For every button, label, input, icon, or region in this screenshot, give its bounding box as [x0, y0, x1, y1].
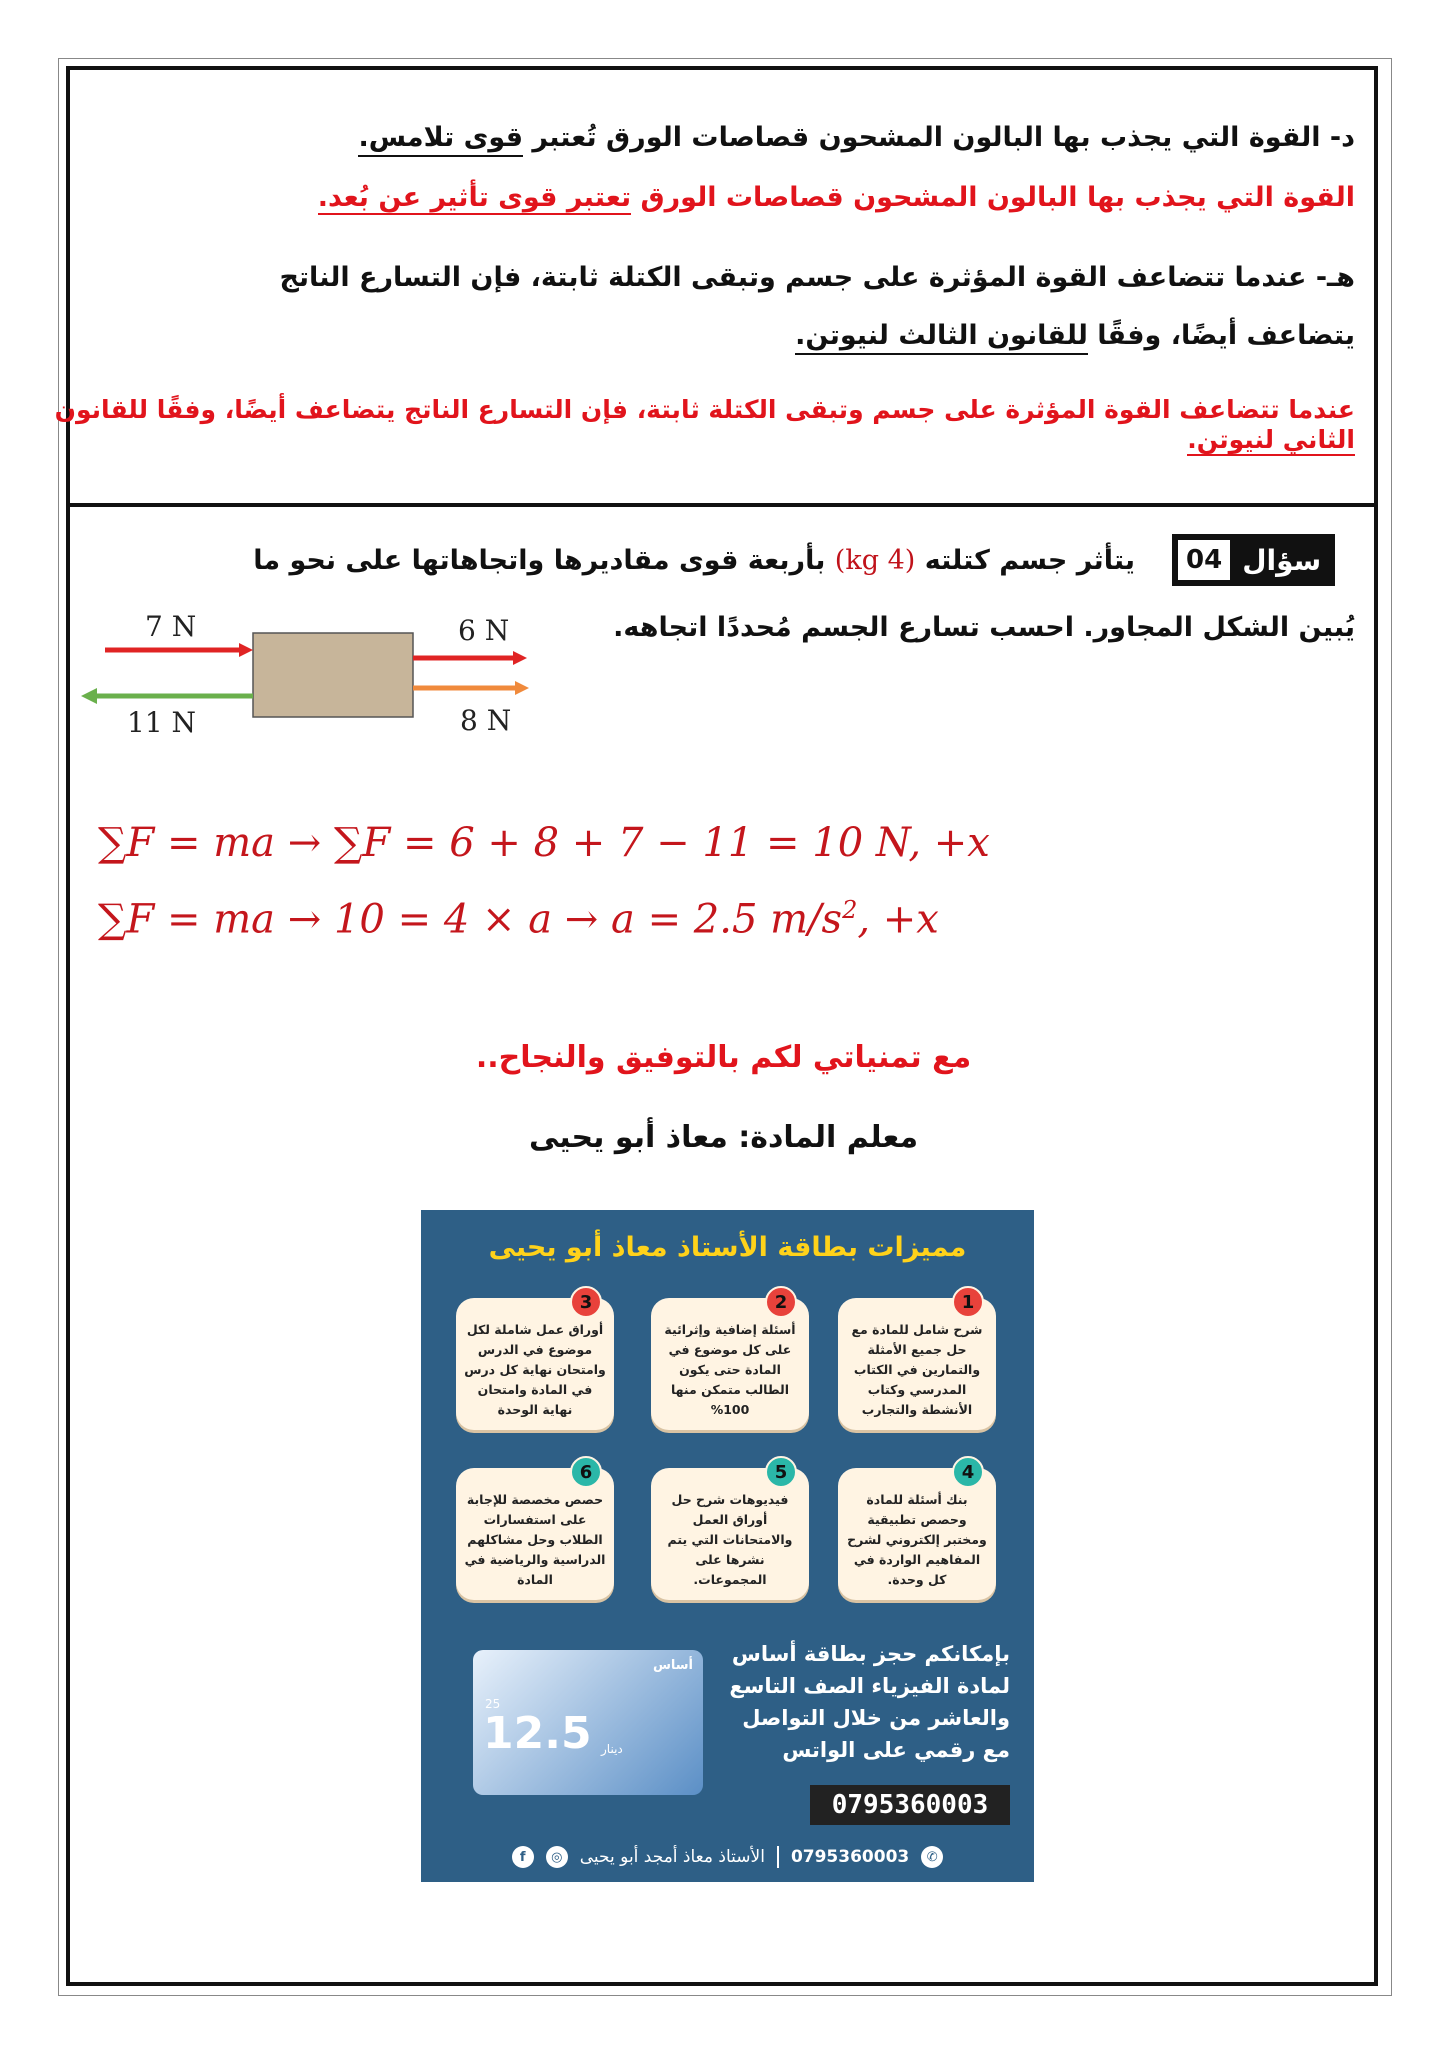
teacher-signature: معلم المادة: معاذ أبو يحيى: [528, 1120, 919, 1155]
label-7n: 7 N: [145, 610, 197, 643]
feature-text-2: أسئلة إضافية وإثرائية على كل موضوع في المادة حتى يكون الطالب متمكن منها 100%: [664, 1322, 796, 1417]
part-e-line1: هـ- عندما تتضاعف القوة المؤثرة على جسم وتبقى الكتلة ثابتة، فإن التسارع الناتج: [279, 262, 1355, 293]
feature-text-5: فيديوهات شرح حل أوراق العمل والامتحانات التي يتم نشرها على المجموعات.: [667, 1492, 793, 1587]
object-box: [253, 633, 413, 717]
part-d-answer: القوة التي يجذب بها البالون المشحون قصاصات الورق تعتبر قوى تأثير عن بُعد.: [317, 182, 1355, 213]
feature-text-1: شرح شامل للمادة مع حل جميع الأمثلة والتمارين في الكتاب المدرسي وكتاب الأنشطة والتجارب: [851, 1322, 983, 1417]
label-8n: 8 N: [460, 704, 512, 737]
feature-text-6: حصص مخصصة للإجابة على استفسارات الطلاب وحل مشاكلهم الدراسية والرياضية في المادة: [464, 1492, 606, 1587]
force-arrowhead-11n: [81, 688, 97, 704]
feature-number-2: 2: [765, 1286, 797, 1318]
facebook-icon[interactable]: f: [512, 1846, 534, 1868]
part-e-line2: يتضاعف أيضًا، وفقًا للقانون الثالث لنيوتن.: [795, 320, 1355, 351]
asas-brand: أساس: [652, 1658, 693, 1673]
solution-line1: ∑F = ma → ∑F = 6 + 8 + 7 − 11 = 10 N, +x: [98, 820, 990, 866]
force-arrowhead-7n: [239, 643, 253, 657]
card-footer: [421, 1846, 1034, 1868]
whatsapp-icon[interactable]: ✆: [921, 1846, 943, 1868]
question-text-line2: يُبين الشكل المجاور. احسب تسارع الجسم مُحددًا اتجاهه.: [613, 612, 1355, 643]
question-text-line1: يتأثر جسم كتلته (4 kg) بأربعة قوى مقاديرها واتجاهاتها على نحو ما: [253, 545, 1135, 576]
card-title: مميزات بطاقة الأستاذ معاذ أبو يحيى: [488, 1232, 967, 1263]
feature-card-5: [651, 1461, 809, 1600]
feature-number-5: 5: [765, 1456, 797, 1488]
force-diagram: [75, 600, 545, 750]
feature-number-1: 1: [952, 1286, 984, 1318]
feature-number-3: 3: [570, 1286, 602, 1318]
question-badge: [1172, 534, 1335, 586]
footer-separator: [777, 1846, 779, 1868]
mass-value: (4 kg): [834, 545, 916, 576]
feature-card-6: [456, 1461, 614, 1600]
feature-card-4: [838, 1461, 996, 1600]
label-6n: 6 N: [458, 614, 510, 647]
old-price: 25: [485, 1697, 501, 1711]
booking-promo: بإمكانكم حجز بطاقة أساس لمادة الفيزياء الصف التاسع والعاشر من خلال التواصل مع رقمي على الواتس: [729, 1642, 1010, 1762]
section-divider: [66, 503, 1378, 507]
currency-label: دينار: [601, 1742, 623, 1756]
force-arrowhead-6n: [513, 651, 527, 665]
promo-phone[interactable]: 0795360003: [810, 1785, 1010, 1825]
part-e-answer-line2: الثاني لنيوتن.: [1187, 425, 1355, 454]
label-11n: 11 N: [127, 706, 197, 739]
question-label: سؤال: [1242, 543, 1322, 577]
part-e-answer-line1: عندما تتضاعف القوة المؤثرة على جسم وتبقى الكتلة ثابتة، فإن التسارع الناتج يتضاعف أيضًا، وفقًا للقانون: [54, 395, 1355, 424]
feature-number-4: 4: [952, 1456, 984, 1488]
feature-card-2: [651, 1291, 809, 1430]
feature-number-6: 6: [570, 1456, 602, 1488]
closing-wish: مع تمنياتي لكم بالتوفيق والنجاح..: [475, 1040, 972, 1075]
force-arrowhead-8n: [515, 681, 529, 695]
solution-line2: ∑F = ma → 10 = 4 × a → a = 2.5 $m/s^2$, +x: [98, 896, 939, 943]
asas-card-image: [473, 1650, 703, 1795]
teacher-card-ad: [421, 1210, 1034, 1882]
feature-text-3: أوراق عمل شاملة لكل موضوع في الدرس وامتحان نهاية كل درس في المادة وامتحان نهاية الوحدة: [464, 1322, 606, 1417]
footer-teacher-name: الأستاذ معاذ أمجد أبو يحيى: [579, 1847, 765, 1867]
feature-card-1: [838, 1291, 996, 1430]
feature-text-4: بنك أسئلة للمادة وحصص تطبيقية ومختبر إلكتروني لشرح المفاهيم الواردة في كل وحدة.: [847, 1492, 987, 1587]
card-price: 12.5: [483, 1708, 592, 1759]
question-number: 04: [1178, 540, 1230, 580]
feature-card-3: [456, 1291, 614, 1430]
footer-phone[interactable]: 0795360003: [790, 1847, 910, 1867]
part-d-statement: د- القوة التي يجذب بها البالون المشحون قصاصات الورق تُعتبر قوى تلامس.: [358, 122, 1355, 153]
instagram-icon[interactable]: ◎: [546, 1846, 568, 1868]
